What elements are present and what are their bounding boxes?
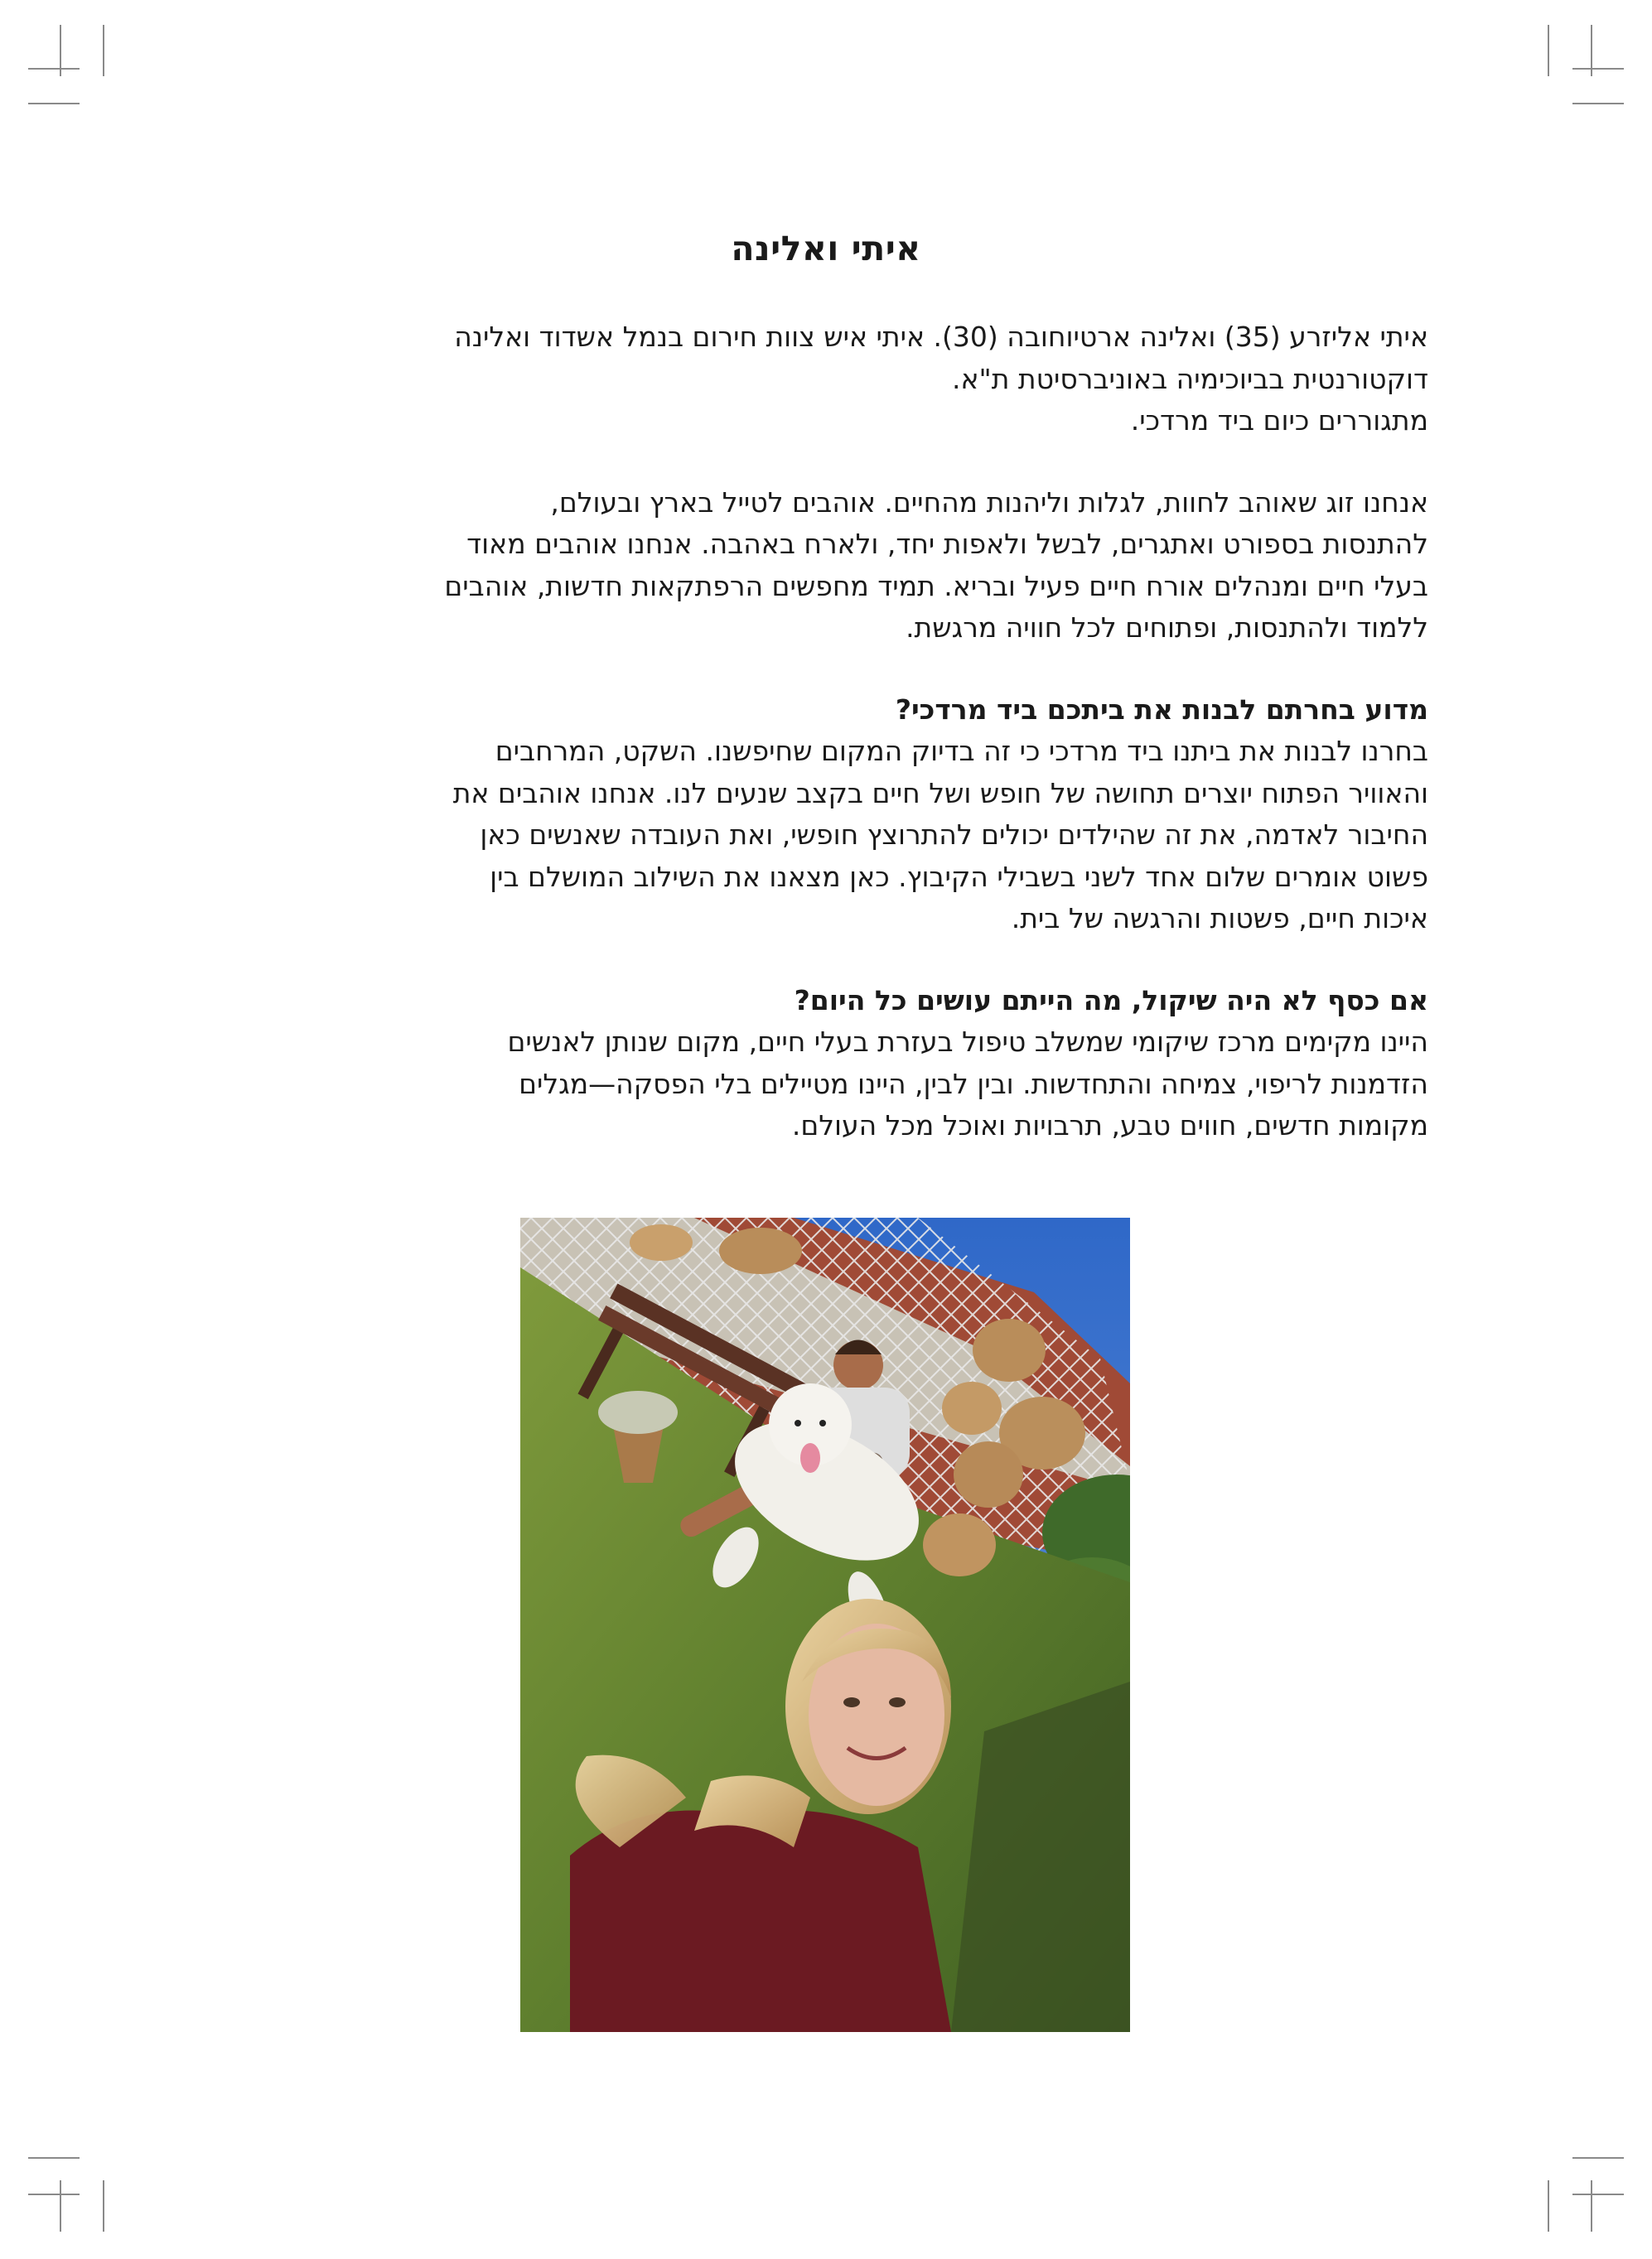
answer-line: היינו מקימים מרכז שיקומי שמשלב טיפול בעזרת בעלי חיים, מקום שנותן לאנשים bbox=[507, 1026, 1428, 1058]
about-line: בעלי חיים ומנהלים אורח חיים פעיל ובריא. תמיד מחפשים הרפתקאות חדשות, אוהבים bbox=[444, 569, 1428, 602]
crop-mark bbox=[1572, 2157, 1624, 2159]
intro-paragraph bbox=[224, 316, 1428, 442]
crop-mark bbox=[1572, 68, 1624, 70]
crop-mark bbox=[28, 103, 80, 104]
answer-line: פשוט אומרים שלום אחד לשני בשבילי הקיבוץ. כאן מצאנו את השילוב המושלם בין bbox=[490, 860, 1428, 893]
answer-line: מקומות חדשים, חווים טבע, תרבויות ואוכל מכל העולם. bbox=[791, 1109, 1428, 1142]
answer-line: בחרנו לבנות את ביתנו ביד מרדכי כי זה בדיוק המקום שחיפשנו. השקט, המרחבים bbox=[495, 735, 1428, 767]
question-heading: אם כסף לא היה שיקול, מה הייתם עושים כל היום? bbox=[794, 983, 1428, 1016]
crop-mark bbox=[1572, 103, 1624, 104]
crop-mark bbox=[1591, 25, 1592, 76]
crop-mark bbox=[28, 2157, 80, 2159]
crop-mark bbox=[1591, 2180, 1592, 2232]
crop-mark bbox=[60, 2180, 61, 2232]
intro-line: דוקטורנטית בביוכימיה באוניברסיטת ת"א. bbox=[951, 362, 1428, 395]
couple-photo bbox=[520, 1218, 1130, 2032]
crop-mark bbox=[28, 68, 80, 70]
about-paragraph bbox=[224, 482, 1428, 649]
crop-mark bbox=[1548, 2180, 1549, 2232]
intro-line: איתי אליזרע (35) ואלינה ארטיוחובה (30). איתי איש צוות חירום בנמל אשדוד ואלינה bbox=[454, 321, 1428, 353]
question-heading: מדוע בחרתם לבנות את ביתכם ביד מרדכי? bbox=[895, 693, 1428, 726]
answer-line: איכות חיים, פשטות והרגשה של בית. bbox=[1011, 902, 1428, 934]
article bbox=[224, 224, 1428, 1147]
about-line: אנחנו זוג שאוהב לחוות, לגלות וליהנות מהחיים. אוהבים לטייל בארץ ובעולם, bbox=[550, 485, 1428, 519]
crop-mark bbox=[103, 2180, 104, 2232]
intro-line: מתגוררים כיום ביד מרדכי. bbox=[1130, 404, 1428, 437]
answer-line: והאוויר הפתוח יוצרים תחושה של חופש ושל חיים בקצב שנעים לנו. אנחנו אוהבים את bbox=[452, 776, 1428, 809]
crop-mark bbox=[103, 25, 104, 76]
crop-mark bbox=[28, 2194, 80, 2195]
about-line: ללמוד ולהתנסות, ופתוחים לכל חוויה מרגשת. bbox=[906, 611, 1428, 644]
about-line: להתנסות בספורט ואתגרים, לבשל ולאפות יחד, ולארח באהבה. אנחנו אוהבים מאוד bbox=[466, 528, 1428, 560]
crop-mark bbox=[1572, 2194, 1624, 2195]
answer-line: הזדמנות לריפוי, צמיחה והתחדשות. ובין לבין, היינו מטיילים בלי הפסקה—מגלים bbox=[519, 1067, 1428, 1100]
crop-mark bbox=[1548, 25, 1549, 76]
question-if-money-no-object bbox=[224, 980, 1428, 1147]
answer-line: החיבור לאדמה, את זה שהילדים יכולים להתרוצץ חופשי, ואת העובדה שאנשים כאן bbox=[480, 818, 1428, 851]
article-title: איתי ואלינה bbox=[731, 229, 921, 268]
question-why-yad-mordechai bbox=[224, 689, 1428, 940]
